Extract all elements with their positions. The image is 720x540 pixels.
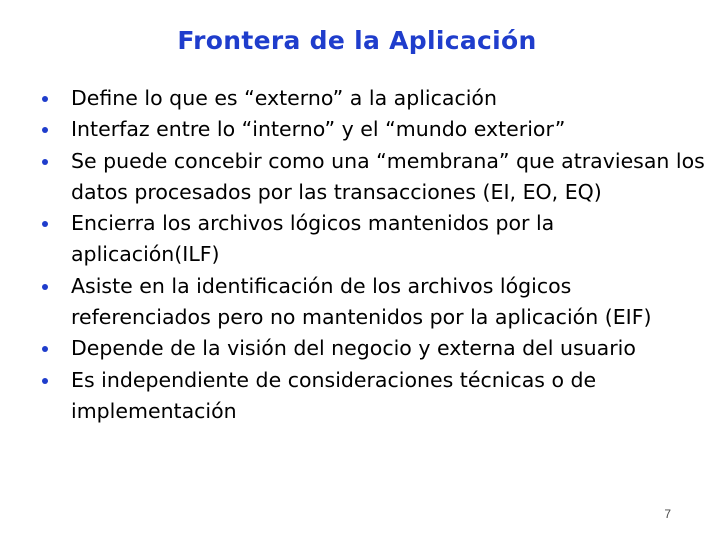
bullet-dot-icon [42, 159, 48, 165]
bullet-text: Se puede concebir como una “membrana” que atraviesan los datos procesados por las transacciones (EI, EO, EQ) [71, 148, 705, 204]
bullet-text: Define lo que es “externo” a la aplicación [71, 86, 497, 110]
bullet-item [40, 114, 705, 145]
bullet-dot-icon [42, 96, 48, 102]
bullet-list [40, 83, 705, 427]
bullet-text: Asiste en la identificación de los archivos lógicos referenciados pero no mantenidos por la aplicación (EIF) [71, 273, 652, 330]
bullet-text: Interfaz entre lo “interno” y el “mundo exterior” [71, 117, 566, 142]
bullet-dot-icon [42, 221, 48, 227]
bullet-item [40, 365, 705, 428]
bullet-item [40, 333, 705, 364]
page-number: 7 [664, 507, 671, 521]
bullet-dot-icon [42, 127, 48, 133]
bullet-item [40, 146, 705, 209]
bullet-item [40, 208, 705, 271]
bullet-dot-icon [42, 378, 48, 384]
bullet-dot-icon [42, 284, 48, 290]
bullet-text: Depende de la visión del negocio y externa del usuario [71, 336, 636, 361]
slide-title: Frontera de la Aplicación [177, 26, 537, 55]
bullet-text: Encierra los archivos lógicos mantenidos por la aplicación(ILF) [71, 211, 555, 267]
bullet-item [40, 271, 705, 334]
bullet-dot-icon [42, 346, 48, 352]
bullet-item [40, 83, 705, 114]
bullet-text: Es independiente de consideraciones técnicas o de implementación [71, 367, 597, 423]
